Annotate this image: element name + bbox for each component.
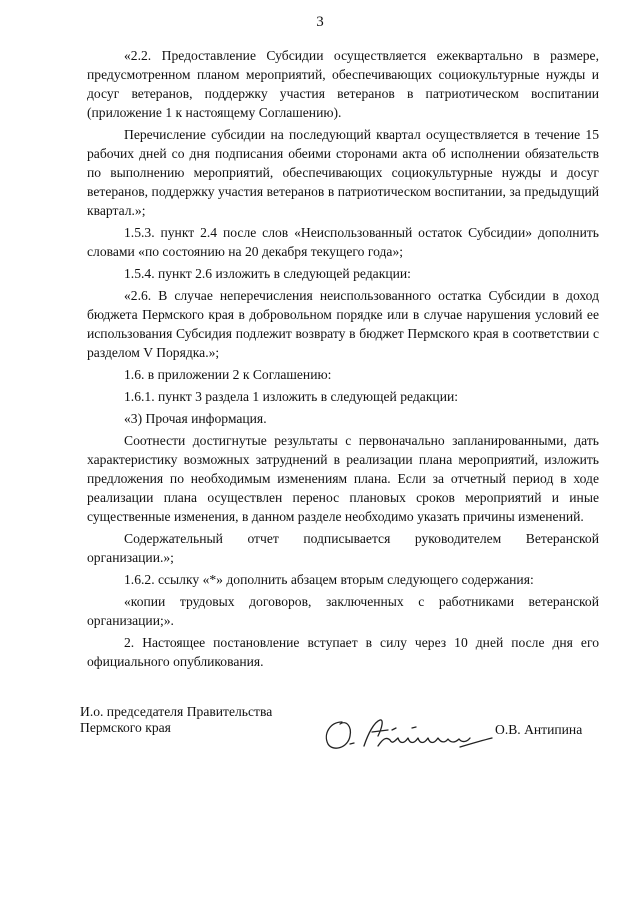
- paragraph-results: Соотнести достигнутые результаты с первоначально запланированными, дать характеристику возможных затруднений в реализации плана мероприятий, изложить предложения по необходимым изменениям плана. Если за отчетный период в ходе реализации плана осуществлен перенос плановых сроков мероприятий и иные существенные изменения, в данном разделе необходимо указать причины изменений.: [87, 433, 599, 524]
- paragraph-1-5-4: 1.5.4. пункт 2.6 изложить в следующей редакции:: [124, 266, 411, 281]
- document-body: [87, 46, 599, 674]
- signature-block: [80, 704, 600, 764]
- paragraph-1-6-1: 1.6.1. пункт 3 раздела 1 изложить в следующей редакции:: [124, 389, 459, 404]
- paragraph-1-5-3: 1.5.3. пункт 2.4 после слов «Неиспользованный остаток Субсидии» дополнить словами «по состоянию на 20 декабря текущего года»;: [87, 225, 599, 259]
- signer-name: О.В. Антипина: [495, 722, 583, 737]
- paragraph-2-2: «2.2. Предоставление Субсидии осуществляется ежеквартально в размере, предусмотренном планом мероприятий, обеспечивающих социокультурные нужды и досуг ветеранов, поддержку участия ветеранов в патриотическом воспитании (приложение 1 к настоящему Соглашению).: [87, 48, 599, 120]
- page-number: 3: [316, 14, 324, 30]
- paragraph-2-6: «2.6. В случае неперечисления неиспользованного остатка Субсидии в доход бюджета Пермского края в добровольном порядке или в случае нарушения условий ее использования Субсидия подлежит возврату в бюджет Пермского края в соответствии с разделом V Порядка.»;: [87, 288, 599, 360]
- signer-title: [80, 704, 272, 736]
- paragraph-transfer: Перечисление субсидии на последующий квартал осуществляется в течение 15 рабочих дней со дня подписания обеими сторонами акта об исполнении обязательств по выполнению мероприятий, обеспечивающих социокультурные нужды и досуг ветеранов, поддержку участия ветеранов в патриотическом воспитании, за предыдущий квартал.»;: [87, 127, 599, 218]
- signer-title-line2: Пермского края: [80, 720, 171, 735]
- paragraph-report-signing: Содержательный отчет подписывается руководителем Ветеранской организации.»;: [87, 531, 599, 565]
- paragraph-contracts: «копии трудовых договоров, заключенных с работниками ветеранской организации;».: [87, 594, 599, 628]
- signer-title-line1: И.о. председателя Правительства: [80, 704, 273, 719]
- paragraph-1-6-2: 1.6.2. ссылку «*» дополнить абзацем вторым следующего содержания:: [124, 572, 534, 587]
- paragraph-other-info: «3) Прочая информация.: [124, 411, 267, 426]
- paragraph-effective-date: 2. Настоящее постановление вступает в силу через 10 дней после дня его официального опубликования.: [87, 635, 599, 669]
- handwritten-signature: [320, 710, 495, 754]
- paragraph-1-6: 1.6. в приложении 2 к Соглашению:: [124, 367, 332, 382]
